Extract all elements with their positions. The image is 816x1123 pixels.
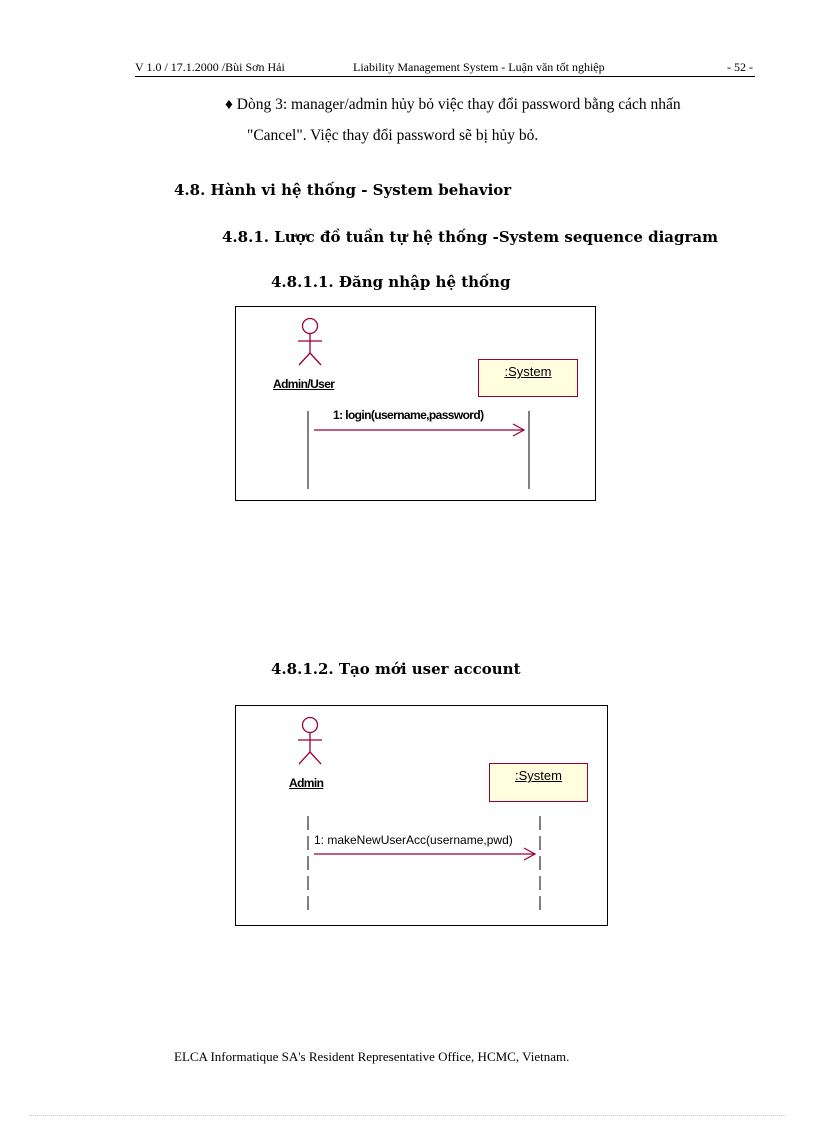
actor-label: Admin/User xyxy=(273,377,335,391)
page-header xyxy=(135,58,755,77)
header-page-number: - 52 - xyxy=(727,60,753,74)
system-object-label: :System xyxy=(504,364,552,379)
sequence-diagram-login xyxy=(235,306,596,501)
page-bottom-divider xyxy=(30,1114,786,1116)
heading-4-8-1: 4.8.1. Lược đồ tuần tự hệ thống -System sequence diagram xyxy=(222,228,718,246)
heading-4-8-1-2: 4.8.1.2. Tạo mới user account xyxy=(271,660,521,678)
bullet-line-2: "Cancel". Việc thay đổi password sẽ bị hủy bỏ. xyxy=(247,127,539,144)
bullet-diamond-icon: ♦ xyxy=(225,96,233,113)
lifelines-and-message-arrow xyxy=(236,706,607,925)
page-footer: ELCA Informatique SA's Resident Representative Office, HCMC, Vietnam. xyxy=(174,1049,570,1064)
bullet-paragraph xyxy=(225,96,681,114)
header-title: Liability Management System - Luận văn tốt nghiệp xyxy=(353,60,605,74)
message-label: 1: login(username,password) xyxy=(333,408,484,422)
heading-4-8-1-1: 4.8.1.1. Đăng nhập hệ thống xyxy=(271,273,511,291)
message-label: 1: makeNewUserAcc(username,pwd) xyxy=(314,833,513,847)
sequence-diagram-new-user xyxy=(235,705,608,926)
system-object-label: :System xyxy=(515,768,562,783)
actor-label: Admin xyxy=(289,776,324,790)
bullet-line-1: Dòng 3: manager/admin hủy bỏ việc thay đổi password bằng cách nhấn xyxy=(236,96,681,113)
header-version: V 1.0 / 17.1.2000 /Bùi Sơn Hải xyxy=(135,60,285,74)
lifelines-and-message-arrow xyxy=(236,307,595,500)
heading-4-8: 4.8. Hành vi hệ thống - System behavior xyxy=(174,181,512,199)
